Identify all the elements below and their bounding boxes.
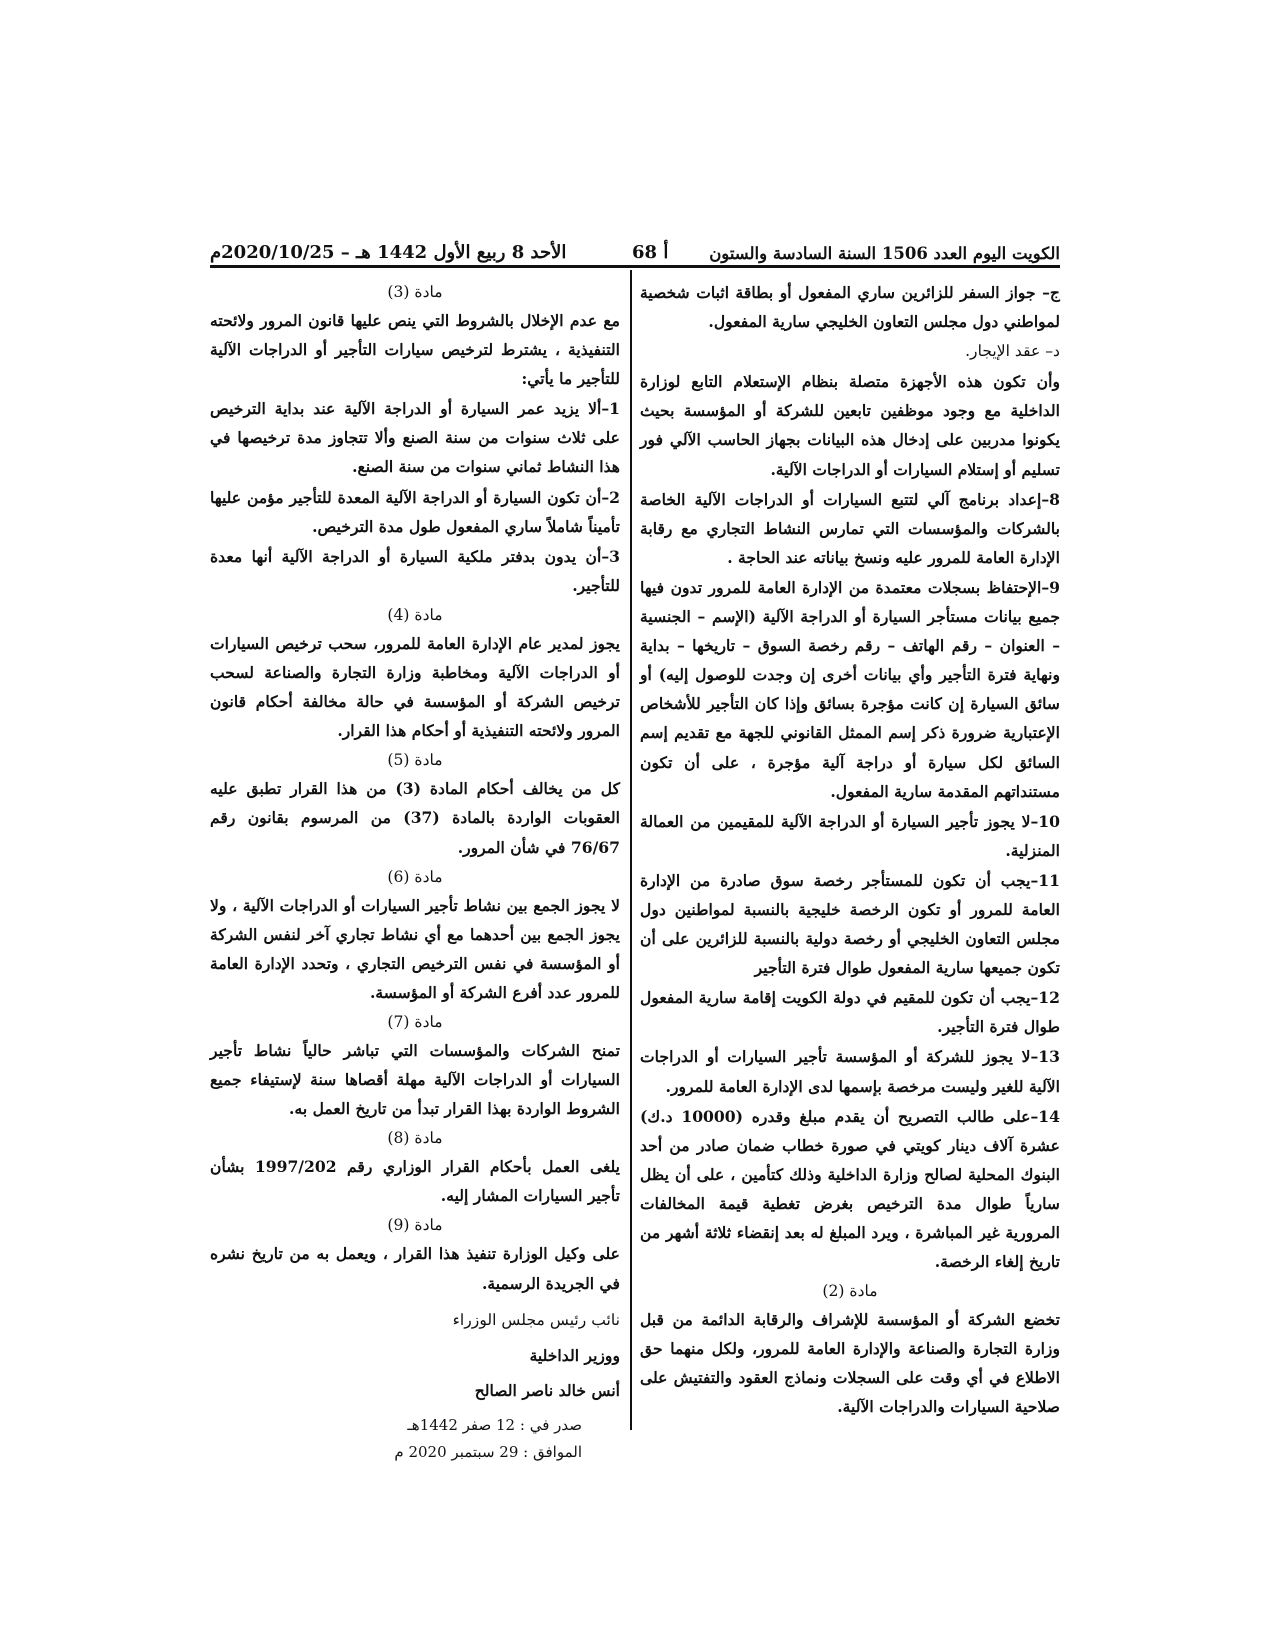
paragraph: 11–يجب أن تكون للمستأجر رخصة سوق صادرة من الإدارة العامة للمرور أو تكون الرخصة خليجية بالنسبة لمواطنين دول مجلس التعاون الخليجي أو رخصة دولية بالنسبة للزائرين على أن تكون جميعها سارية المفعول طوال فترة التأجير (640, 870, 1060, 978)
issue-date-line: الموافق : 29 سبتمبر 2020 م (394, 1442, 582, 1461)
paragraph: 2–أن تكون السيارة أو الدراجة الآلية المعدة للتأجير مؤمن عليها تأميناً شاملاً ساري المفعول طول مدة الترخيص. (210, 487, 620, 536)
page-header (210, 238, 1060, 268)
article-heading: مادة (5) (387, 751, 443, 770)
paragraph: 10–لا يجوز تأجير السيارة أو الدراجة الآلية للمقيمين من العمالة المنزلية. (640, 811, 1060, 860)
header-issue-info: الكويت اليوم العدد 1506 السنة السادسة والستون (709, 244, 1060, 263)
paragraph: 12–يجب أن تكون للمقيم في دولة الكويت إقامة سارية المفعول طوال فترة التأجير. (640, 988, 1060, 1037)
paragraph: 8–إعداد برنامج آلي لتتبع السيارات أو الدراجات الآلية الخاصة بالشركات والمؤسسات التي تمارس النشاط التجاري مع رقابة الإدارة العامة للمرور عليه ونسخ بياناته عند الحاجة . (640, 489, 1060, 567)
paragraph: وأن تكون هذه الأجهزة متصلة بنظام الإستعلام التابع لوزارة الداخلية مع وجود موظفين تابعين للشركة أو المؤسسة بحيث يكونوا مدربين على إدخال هذه البيانات بجهاز الحاسب الآلي فور تسليم أو إستلام السيارات أو الدراجات الآلية. (640, 372, 1060, 479)
paragraph: 3–أن يدون بدفتر ملكية السيارة أو الدراجة الآلية أنها معدة للتأجير. (210, 546, 620, 595)
paragraph: على وكيل الوزارة تنفيذ هذا القرار ، ويعمل به من تاريخ نشره في الجريدة الرسمية. (210, 1244, 620, 1293)
right-column (640, 278, 1060, 1423)
paragraph: 13–لا يجوز للشركة أو المؤسسة تأجير السيارات أو الدراجات الآلية للغير وليست مرخصة بإسمها لدى الإدارة العامة للمرور. (640, 1047, 1060, 1096)
spacer (210, 1299, 620, 1307)
paragraph: مع عدم الإخلال بالشروط التي ينص عليها قانون المرور ولائحته التنفيذية ، يشترط لترخيص سيارات التأجير أو الدراجات الآلية للتأجير ما يأتي: (210, 311, 620, 389)
signature-line: أنس خالد ناصر الصالح (474, 1380, 620, 1400)
article-heading: مادة (4) (387, 605, 443, 624)
left-column (210, 278, 620, 1466)
paragraph: يلغى العمل بأحكام القرار الوزاري رقم 1997/202 بشأن تأجير السيارات المشار إليه. (210, 1157, 620, 1206)
paragraph: يجوز لمدير عام الإدارة العامة للمرور، سحب ترخيص السيارات أو الدراجات الآلية ومخاطبة وزارة التجارة والصناعة لسحب ترخيص الشركة أو المؤسسة في حالة مخالفة أحكام قانون المرور ولائحته التنفيذية أو أحكام هذا القرار. (210, 633, 620, 741)
paragraph: تمنح الشركات والمؤسسات التي تباشر حالياً نشاط تأجير السيارات أو الدراجات الآلية مهلة أقصاها سنة لإستيفاء جميع الشروط الواردة بهذا القرار تبدأ من تاريخ العمل به. (210, 1040, 620, 1119)
paragraph: لا يجوز الجمع بين نشاط تأجير السيارات أو الدراجات الآلية ، ولا يجوز الجمع بين أحدهما مع أي نشاط تجاري آخر لنفس الشركة أو المؤسسة في نفس الترخيص التجاري ، وتحدد الإدارة العامة للمرور عدد أفرع الشركة أو المؤسسة. (210, 895, 620, 1002)
paragraph: 9–الإحتفاظ بسجلات معتمدة من الإدارة العامة للمرور تدون فيها جميع بيانات مستأجر السيارة أو الدراجة الآلية (الإسم – الجنسية – العنوان – رقم الهاتف – رقم رخصة السوق – تاريخها – بداية ونهاية فترة التأجير وأي بيانات أخرى إن وجدت للوصول إليه) أو سائق السيارة إن كانت مؤجرة بسائق وإذا كان التأجير للأشخاص الإعتبارية ضرورة ذكر إسم الممثل القانوني للجهة مع تقديم إسم السائق لكل سيارة أو دراجة آلية مؤجرة ، على أن تكون مستنداتهم المقدمة سارية المفعول. (640, 577, 1060, 801)
article-heading: مادة (9) (387, 1216, 443, 1235)
paragraph: د– عقد الإيجار. (965, 342, 1060, 361)
issue-date-line: صدر في : 12 صفر 1442هـ (407, 1415, 582, 1434)
signature-line: نائب رئيس مجلس الوزراء (452, 1310, 620, 1329)
paragraph: ج– جواز السفر للزائرين ساري المفعول أو بطاقة اثبات شخصية لمواطني دول مجلس التعاون الخليجي سارية المفعول. (640, 283, 1060, 332)
article-heading: مادة (3) (387, 283, 443, 301)
signature-line: ووزير الداخلية (529, 1345, 620, 1365)
article-heading: مادة (6) (387, 867, 443, 886)
paragraph: كل من يخالف أحكام المادة (3) من هذا القرار تطبق عليه العقوبات الواردة بالمادة (37) من المرسوم بقانون رقم 76/67 في شأن المرور. (210, 779, 620, 857)
article-heading: مادة (7) (387, 1012, 443, 1031)
column-divider (630, 270, 632, 1430)
article-heading: مادة (2) (822, 1282, 878, 1301)
header-divider (210, 265, 1060, 268)
header-page-number: أ 68 (632, 242, 669, 263)
paragraph: 1–ألا يزيد عمر السيارة أو الدراجة الآلية عند بداية الترخيص على ثلاث سنوات من سنة الصنع وألا تتجاوز مدة ترخيصها في هذا النشاط ثماني سنوات من سنة الصنع. (210, 399, 620, 477)
article-heading: مادة (8) (387, 1129, 443, 1148)
paragraph: تخضع الشركة أو المؤسسة للإشراف والرقابة الدائمة من قبل وزارة التجارة والصناعة والإدارة العامة للمرور، ولكل منهما حق الاطلاع في أي وقت على السجلات ونماذج العقود والتفتيش على صلاحية السيارات والدراجات الآلية. (640, 1310, 1060, 1417)
header-date: الأحد 8 ربيع الأول 1442 هـ – 2020/10/25م (210, 242, 567, 263)
paragraph: 14–على طالب التصريح أن يقدم مبلغ وقدره (10000 د.ك) عشرة آلاف دينار كويتي في صورة خطاب ضمان صادر من أحد البنوك المحلية لصالح وزارة الداخلية وذلك كتأمين ، على أن يظل سارياً طوال مدة الترخيص بغرض تغطية قيمة المخالفات المرورية غير المباشرة ، ويرد المبلغ له بعد إنقضاء ثلاثة أشهر من تاريخ إلغاء الرخصة. (640, 1106, 1060, 1272)
